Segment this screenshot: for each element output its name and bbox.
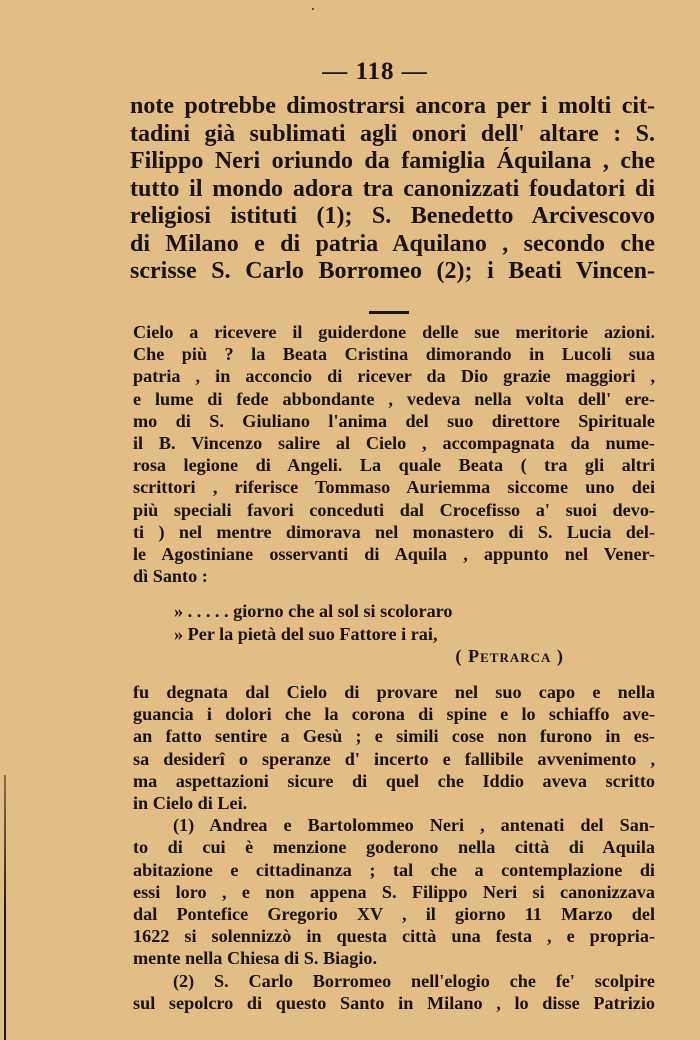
note-line: patria , in acconcio di ricever da Dio grazie maggiori , bbox=[133, 366, 655, 387]
note-line: scrittori , riferisce Tommaso Auriemma siccome uno dei bbox=[133, 477, 655, 498]
note-line: più speciali favori conceduti dal Crocefisso a' suoi devo- bbox=[133, 499, 655, 520]
body-line: note potrebbe dimostrarsi ancora per i molti cit- bbox=[130, 93, 655, 119]
footnote-line: sa desiderî o speranze d' incerto e fallibile avvenimento , bbox=[133, 748, 655, 769]
footnote-1-line: abitazione e cittadinanza ; tal che a contemplazione di bbox=[133, 859, 655, 880]
footnote-line: ma aspettazioni sicure di quel che Iddio aveva scritto bbox=[133, 770, 655, 791]
body-line: Filippo Neri oriundo da famiglia Áquilana , che bbox=[130, 148, 655, 174]
note-line: dì Santo : bbox=[133, 566, 208, 587]
verse-line: » . . . . . giorno che al sol si scoloraro bbox=[174, 601, 453, 621]
note-continuation bbox=[133, 321, 655, 587]
footnote-2-line: sul sepolcro di questo Santo in Milano , lo disse Patrizio bbox=[133, 992, 655, 1013]
body-line: tadini già sublimati agli onori dell' altare : S. bbox=[130, 120, 655, 147]
speck-mark bbox=[312, 8, 314, 10]
note-line: ti ) nel mentre dimorava nel monastero di S. Lucia del- bbox=[133, 521, 655, 542]
footnote-1-line: to di cui è menzione goderono nella città di Aquila bbox=[133, 837, 655, 858]
note-line: mo di S. Giuliano l'anima del suo direttore Spirituale bbox=[133, 410, 655, 431]
page-number: — 118 — bbox=[322, 58, 428, 85]
verse-line: » Per la pietà del suo Fattore i rai, bbox=[174, 623, 438, 644]
body-line: religiosi istituti (1); S. Benedetto Arcivescovo bbox=[130, 203, 655, 229]
footnote-line: guancia i dolori che la corona di spine e lo schiaffo ave- bbox=[133, 704, 655, 725]
footnote-1-line: (1) Andrea e Bartolommeo Neri , antenati del San- bbox=[173, 815, 655, 836]
footnote-line: an fatto sentire a Gesù ; e simili cose non furono in es- bbox=[133, 726, 655, 747]
verse-attribution: ( Petrarca ) bbox=[455, 646, 564, 666]
note-line: Cielo a ricevere il guiderdone delle sue meritorie azioni. bbox=[133, 322, 655, 342]
footnote-2-line: (2) S. Carlo Borromeo nell'elogio che fe' scolpire bbox=[173, 970, 655, 991]
note-line: rosa legione di Angeli. La quale Beata ( tra gli altri bbox=[133, 455, 655, 476]
body-line: scrisse S. Carlo Borromeo (2); i Beati Vincen- bbox=[130, 258, 655, 284]
footnote-1-line: 1622 si solennizzò in questa città una festa , e propria- bbox=[133, 926, 655, 947]
footnote-1-line: mente nella Chiesa di S. Biagio. bbox=[133, 948, 378, 969]
footnote-1-line: essi loro , e non appena S. Filippo Neri si canonizzava bbox=[133, 881, 655, 902]
body-line: tutto il mondo adora tra canonizzati foudatori di bbox=[130, 175, 655, 202]
verse-quotation bbox=[174, 600, 574, 668]
footnote-1-line: dal Pontefice Gregorio XV , il giorno 11 Marzo del bbox=[133, 904, 655, 925]
note-line: il B. Vincenzo salire al Cielo , accompagnata da nume- bbox=[133, 433, 655, 454]
footnotes bbox=[133, 681, 655, 1014]
note-line: Che più ? la Beata Cristina dimorando in Lucoli sua bbox=[133, 344, 655, 365]
footnote-separator-rule bbox=[369, 311, 409, 314]
body-line: di Milano e di patria Aquilano , secondo che bbox=[130, 230, 655, 257]
note-line: le Agostiniane osservanti di Aquila , appunto nel Vener- bbox=[133, 544, 655, 565]
note-line: e lume di fede abbondante , vedeva nella volta dell' ere- bbox=[133, 388, 655, 409]
page-binding-edge bbox=[4, 775, 6, 1040]
main-body-text bbox=[130, 93, 655, 286]
footnote-line: in Cielo di Lei. bbox=[133, 793, 248, 814]
footnote-line: fu degnata dal Cielo di provare nel suo capo e nella bbox=[133, 682, 655, 702]
